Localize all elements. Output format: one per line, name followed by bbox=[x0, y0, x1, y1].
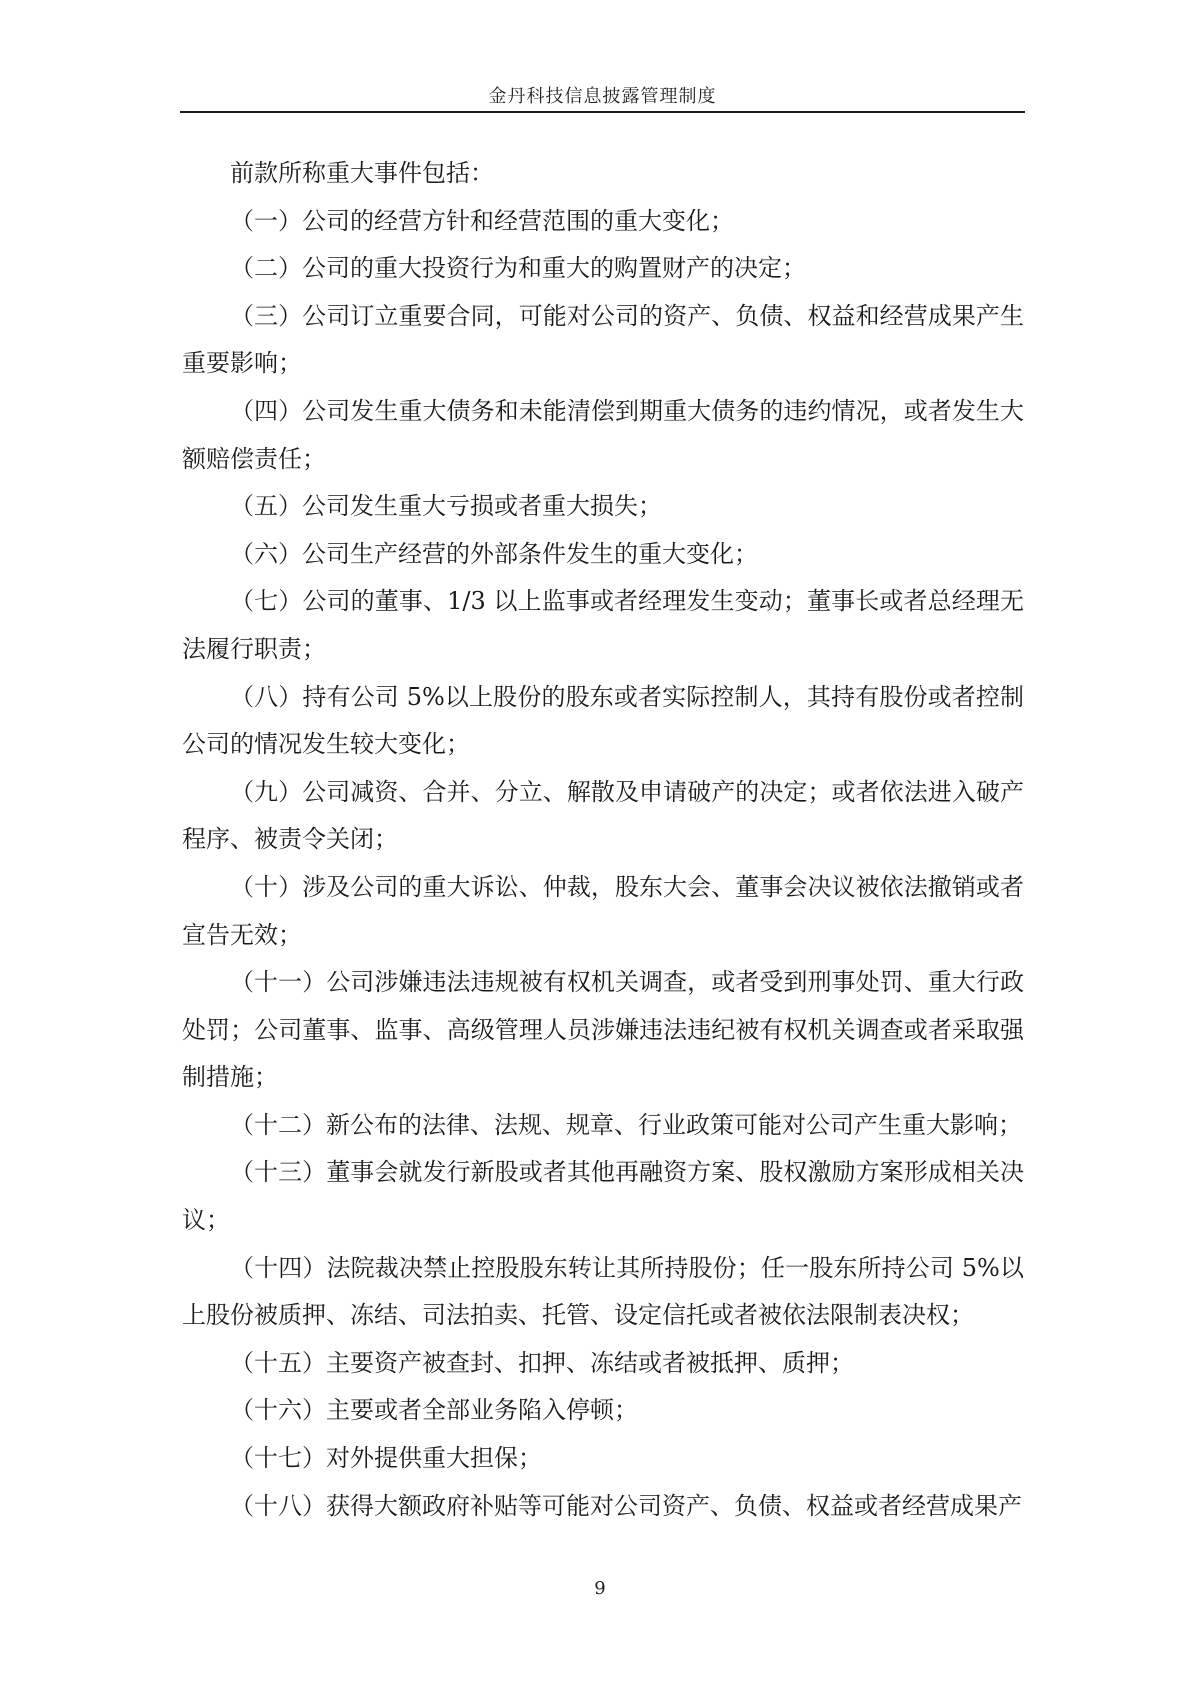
page-number: 9 bbox=[594, 1578, 606, 1599]
paragraph: （十一）公司涉嫌违法违规被有权机关调查，或者受到刑事处罚、重大行政处罚；公司董事、监事、高级管理人员涉嫌违法违纪被有权机关调查或者采取强制措施； bbox=[182, 968, 1024, 1092]
paragraph: （十二）新公布的法律、法规、规章、行业政策可能对公司产生重大影响； bbox=[230, 1110, 1022, 1139]
paragraph: 前款所称重大事件包括： bbox=[230, 159, 494, 187]
paragraph: （二）公司的重大投资行为和重大的购置财产的决定； bbox=[230, 254, 806, 283]
paragraph: （十五）主要资产被查封、扣押、冻结或者被抵押、质押； bbox=[230, 1348, 854, 1377]
paragraph: （十）涉及公司的重大诉讼、仲裁，股东大会、董事会决议被依法撤销或者宣告无效； bbox=[182, 872, 1024, 949]
paragraph: （九）公司减资、合并、分立、解散及申请破产的决定；或者依法进入破产程序、被责令关闭； bbox=[182, 777, 1024, 854]
document-body bbox=[182, 150, 1024, 1530]
paragraph: （十八）获得大额政府补贴等可能对公司资产、负债、权益或者经营成果产 bbox=[230, 1491, 1022, 1520]
paragraph: （十四）法院裁决禁止控股股东转让其所持股份；任一股东所持公司 5%以上股份被质押、冻结、司法拍卖、托管、设定信托或者被依法限制表决权； bbox=[182, 1253, 1024, 1330]
paragraph: （十三）董事会就发行新股或者其他再融资方案、股权激励方案形成相关决议； bbox=[182, 1158, 1024, 1235]
header-divider bbox=[180, 111, 1025, 113]
paragraph: （八）持有公司 5%以上股份的股东或者实际控制人，其持有股份或者控制公司的情况发生较大变化； bbox=[182, 682, 1024, 759]
paragraph: （十六）主要或者全部业务陷入停顿； bbox=[230, 1396, 638, 1425]
paragraph: （一）公司的经营方针和经营范围的重大变化； bbox=[230, 206, 734, 235]
paragraph: （三）公司订立重要合同，可能对公司的资产、负债、权益和经营成果产生重要影响； bbox=[182, 301, 1024, 378]
paragraph: （十七）对外提供重大担保； bbox=[230, 1444, 542, 1473]
paragraph: （四）公司发生重大债务和未能清偿到期重大债务的违约情况，或者发生大额赔偿责任； bbox=[182, 396, 1024, 473]
page-header-title: 金丹科技信息披露管理制度 bbox=[488, 86, 717, 107]
paragraph: （五）公司发生重大亏损或者重大损失； bbox=[230, 492, 662, 521]
paragraph: （六）公司生产经营的外部条件发生的重大变化； bbox=[230, 539, 758, 568]
paragraph: （七）公司的董事、1/3 以上监事或者经理发生变动；董事长或者总经理无法履行职责； bbox=[182, 587, 1024, 663]
